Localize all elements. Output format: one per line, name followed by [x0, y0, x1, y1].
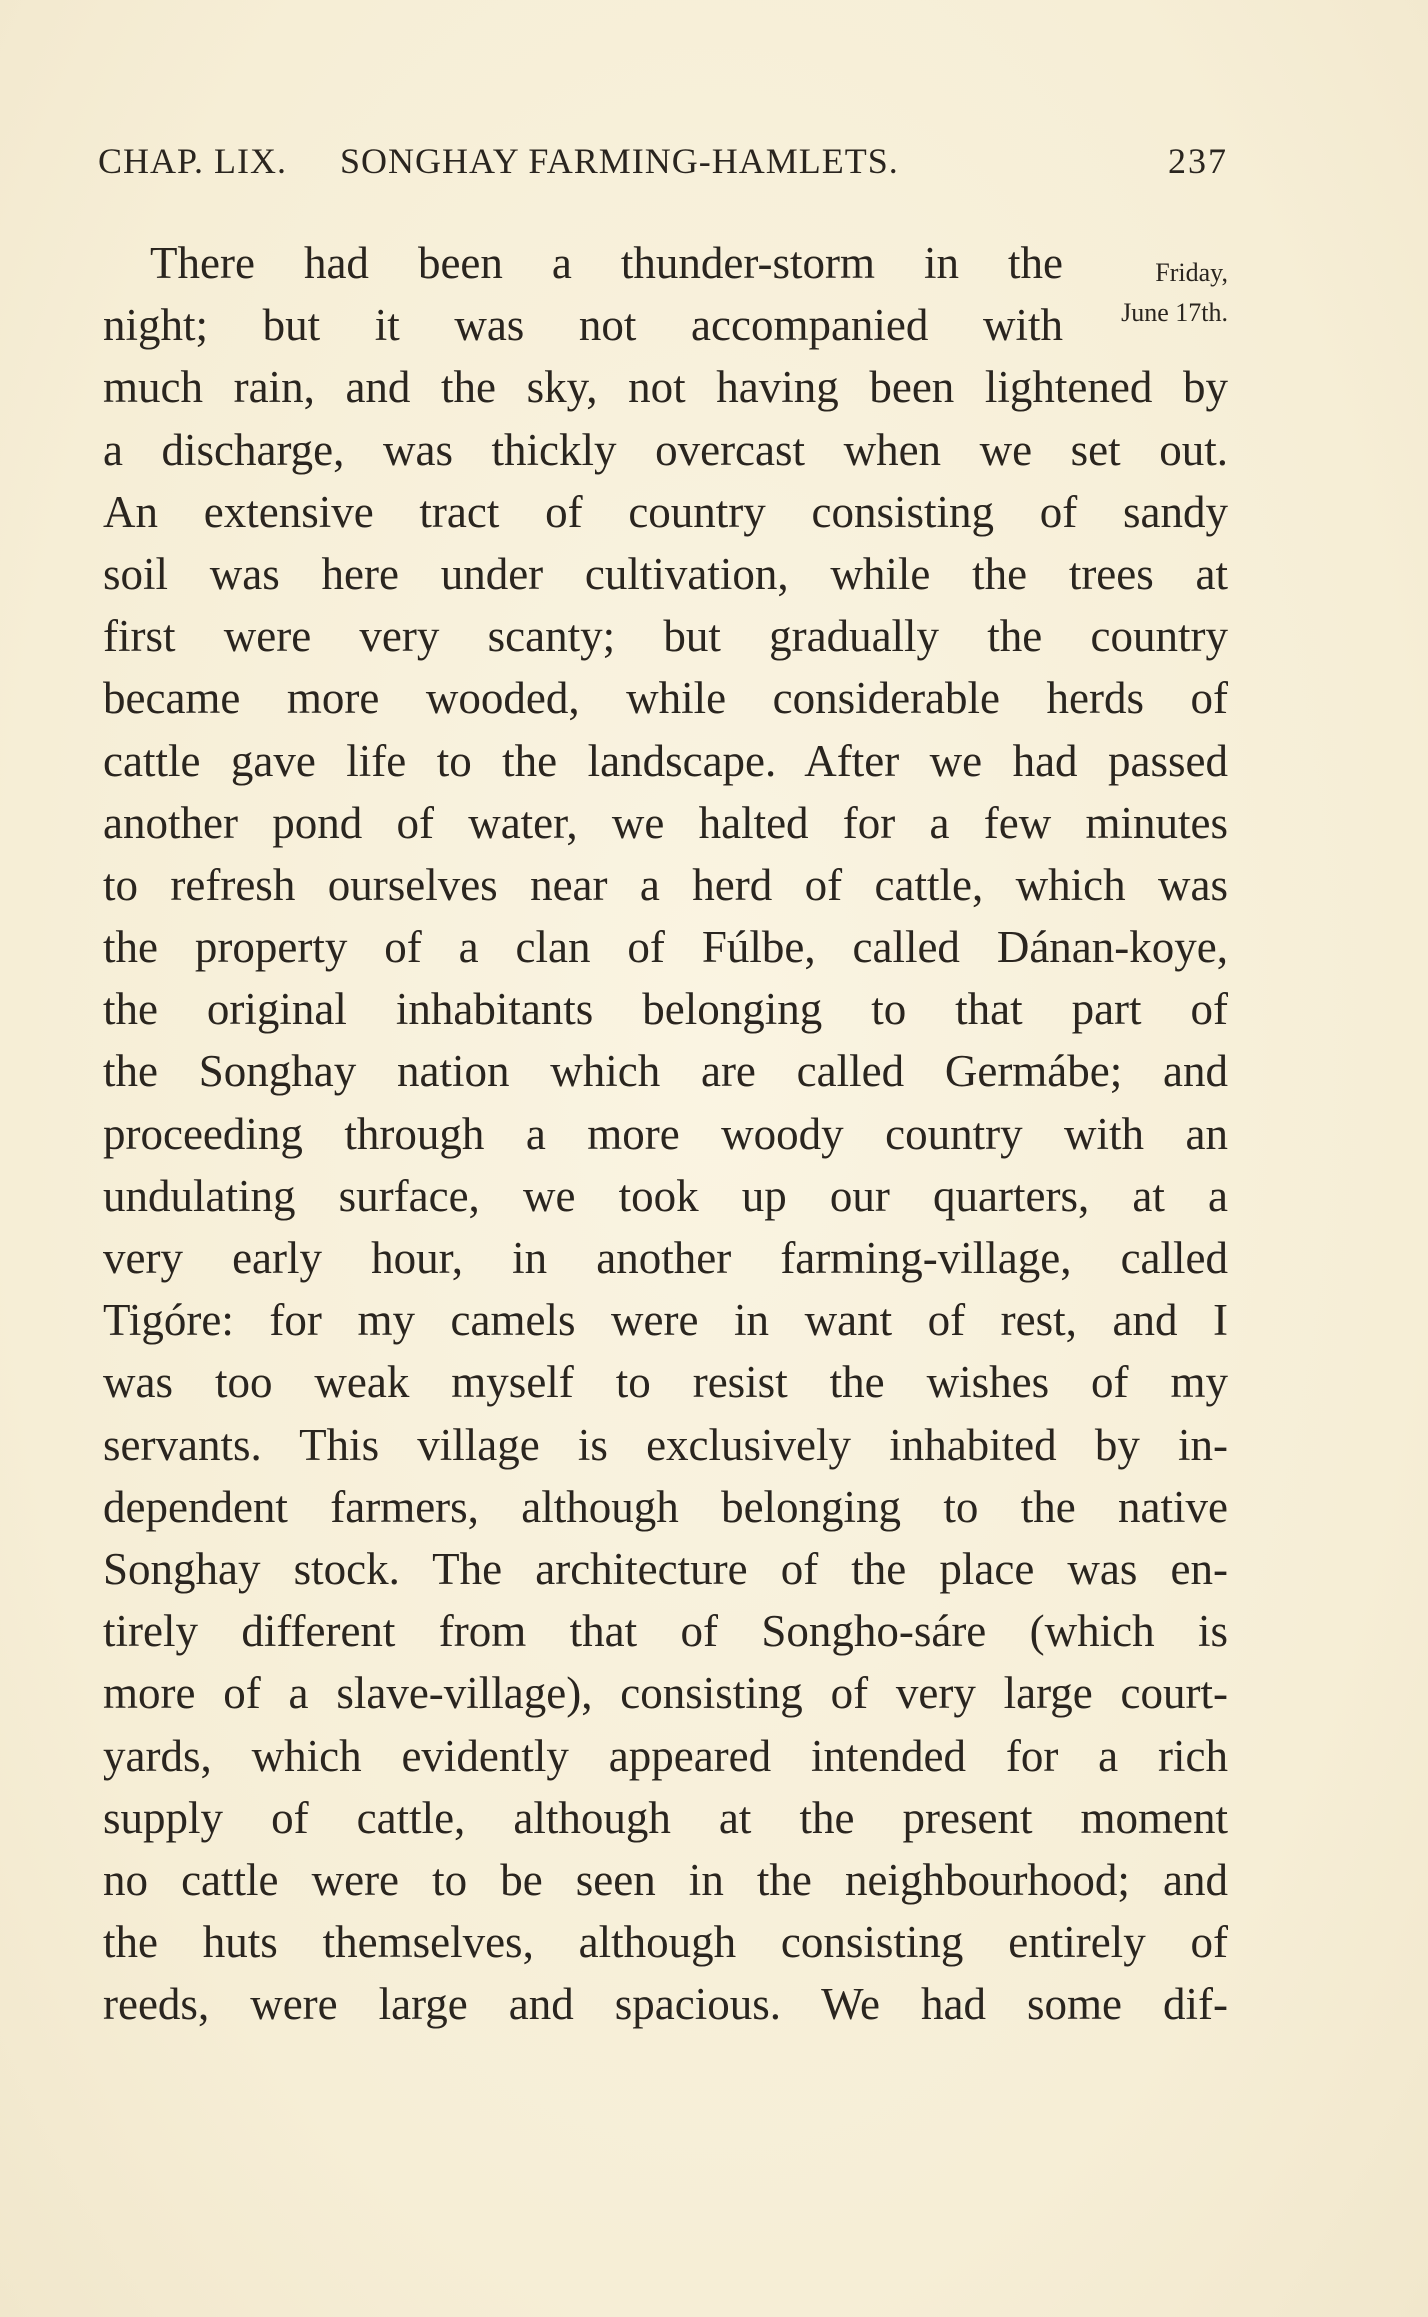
- text-line: the Songhay nation which are called Germábe; and: [103, 1046, 1228, 1097]
- text-line: a discharge, was thickly overcast when we set out.: [103, 424, 1228, 475]
- marginal-note-day: Friday,: [1155, 258, 1228, 287]
- chapter-label: CHAP. LIX.: [98, 141, 288, 181]
- body-text: [103, 232, 1228, 2035]
- text-line: servants. This village is exclusively inhabited by in-: [103, 1419, 1228, 1470]
- text-line: was too weak myself to resist the wishes of my: [103, 1357, 1228, 1408]
- running-title: SONGHAY FARMING-HAMLETS.: [340, 141, 899, 181]
- text-line: to refresh ourselves near a herd of cattle, which was: [103, 859, 1228, 910]
- text-line: yards, which evidently appeared intended for a rich: [103, 1730, 1228, 1781]
- text-line: Songhay stock. The architecture of the place was en-: [103, 1543, 1228, 1594]
- text-line: soil was here under cultivation, while the trees at: [103, 548, 1228, 599]
- running-head: [98, 140, 1228, 190]
- page-number: 237: [1168, 141, 1228, 181]
- text-line: the huts themselves, although consisting entirely of: [103, 1917, 1228, 1968]
- text-line: very early hour, in another farming-village, called: [103, 1233, 1228, 1283]
- text-line: first were very scanty; but gradually the country: [103, 611, 1228, 662]
- text-line: tirely different from that of Songho-sáre (which is: [103, 1606, 1228, 1657]
- marginal-note-date: June 17th.: [1121, 298, 1228, 327]
- text-line: An extensive tract of country consisting of sandy: [103, 486, 1228, 537]
- text-line: Tigóre: for my camels were in want of rest, and I: [103, 1295, 1228, 1346]
- text-line: another pond of water, we halted for a few minutes: [103, 797, 1228, 848]
- text-line: night; but it was not accompanied with: [103, 300, 1063, 351]
- text-line: more of a slave-village), consisting of very large court-: [103, 1668, 1228, 1719]
- text-line: reeds, were large and spacious. We had some dif-: [103, 1979, 1228, 2030]
- text-line: the property of a clan of Fúlbe, called Dánan-koye,: [103, 922, 1228, 973]
- text-line: cattle gave life to the landscape. After we had passed: [103, 735, 1228, 786]
- text-line: supply of cattle, although at the present moment: [103, 1792, 1228, 1843]
- text-line: undulating surface, we took up our quarters, at a: [103, 1170, 1228, 1221]
- text-line: the original inhabitants belonging to that part of: [103, 984, 1228, 1035]
- text-line: became more wooded, while considerable herds of: [103, 673, 1228, 724]
- text-line: proceeding through a more woody country with an: [103, 1108, 1228, 1159]
- text-line: much rain, and the sky, not having been lightened by: [103, 362, 1228, 413]
- text-line: dependent farmers, although belonging to the native: [103, 1481, 1228, 1532]
- text-line: There had been a thunder-storm in the: [150, 238, 1063, 288]
- text-line: no cattle were to be seen in the neighbourhood; and: [103, 1854, 1228, 1905]
